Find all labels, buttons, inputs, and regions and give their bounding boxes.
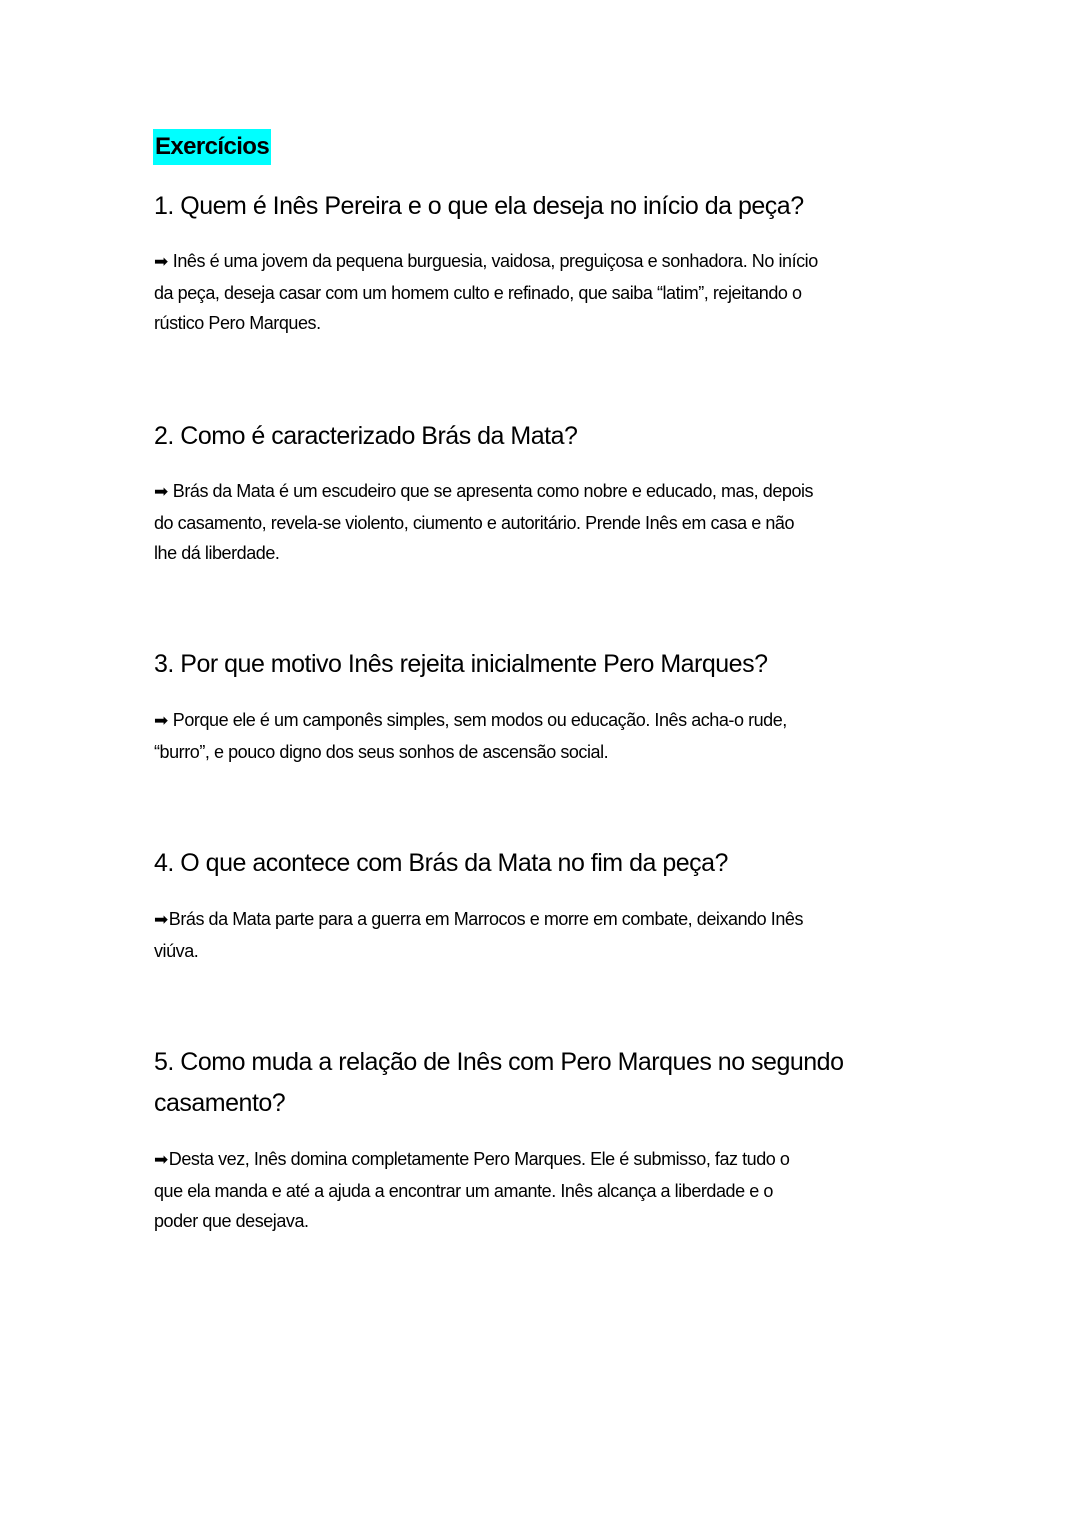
arrow-right-icon: ➡	[154, 1150, 168, 1169]
answer-line: ➡Brás da Mata parte para a guerra em Marrocos e morre em combate, deixando Inês	[154, 909, 804, 929]
answer-4	[154, 904, 954, 966]
question-3: 3. Por que motivo Inês rejeita inicialmente Pero Marques?	[154, 650, 768, 678]
answer-3	[154, 705, 954, 767]
arrow-right-icon: ➡	[154, 711, 168, 730]
answer-line: “burro”, e pouco digno dos seus sonhos de ascensão social.	[154, 741, 609, 762]
answer-line: ➡ Brás da Mata é um escudeiro que se apresenta como nobre e educado, mas, depois	[154, 481, 814, 501]
answer-line: lhe dá liberdade.	[154, 543, 280, 563]
arrow-right-icon: ➡	[154, 482, 168, 501]
answer-line: poder que desejava.	[154, 1211, 309, 1231]
question-4: 4. O que acontece com Brás da Mata no fim da peça?	[154, 849, 728, 877]
exercises-title: Exercícios	[153, 129, 271, 165]
question-2: 2. Como é caracterizado Brás da Mata?	[154, 422, 578, 450]
answer-2	[154, 476, 954, 569]
arrow-right-icon: ➡	[154, 252, 168, 271]
question-5	[154, 1042, 954, 1124]
answer-line: ➡ Porque ele é um camponês simples, sem modos ou educação. Inês acha-o rude,	[154, 710, 787, 730]
question-line: casamento?	[154, 1089, 286, 1117]
answer-line: ➡ Inês é uma jovem da pequena burguesia, vaidosa, preguiçosa e sonhadora. No início	[154, 251, 818, 271]
answer-line: rústico Pero Marques.	[154, 313, 321, 333]
answer-line: viúva.	[154, 940, 199, 961]
answer-1	[154, 246, 954, 339]
answer-line: ➡Desta vez, Inês domina completamente Pero Marques. Ele é submisso, faz tudo o	[154, 1149, 790, 1169]
answer-line: que ela manda e até a ajuda a encontrar um amante. Inês alcança a liberdade e o	[154, 1180, 773, 1201]
answer-5	[154, 1144, 954, 1237]
question-line: 5. Como muda a relação de Inês com Pero Marques no segundo	[154, 1048, 844, 1076]
answer-line: da peça, deseja casar com um homem culto e refinado, que saiba “latim”, rejeitando o	[154, 282, 802, 303]
arrow-right-icon: ➡	[154, 910, 168, 929]
answer-line: do casamento, revela-se violento, ciumento e autoritário. Prende Inês em casa e não	[154, 512, 795, 533]
question-1: 1. Quem é Inês Pereira e o que ela deseja no início da peça?	[154, 192, 804, 220]
